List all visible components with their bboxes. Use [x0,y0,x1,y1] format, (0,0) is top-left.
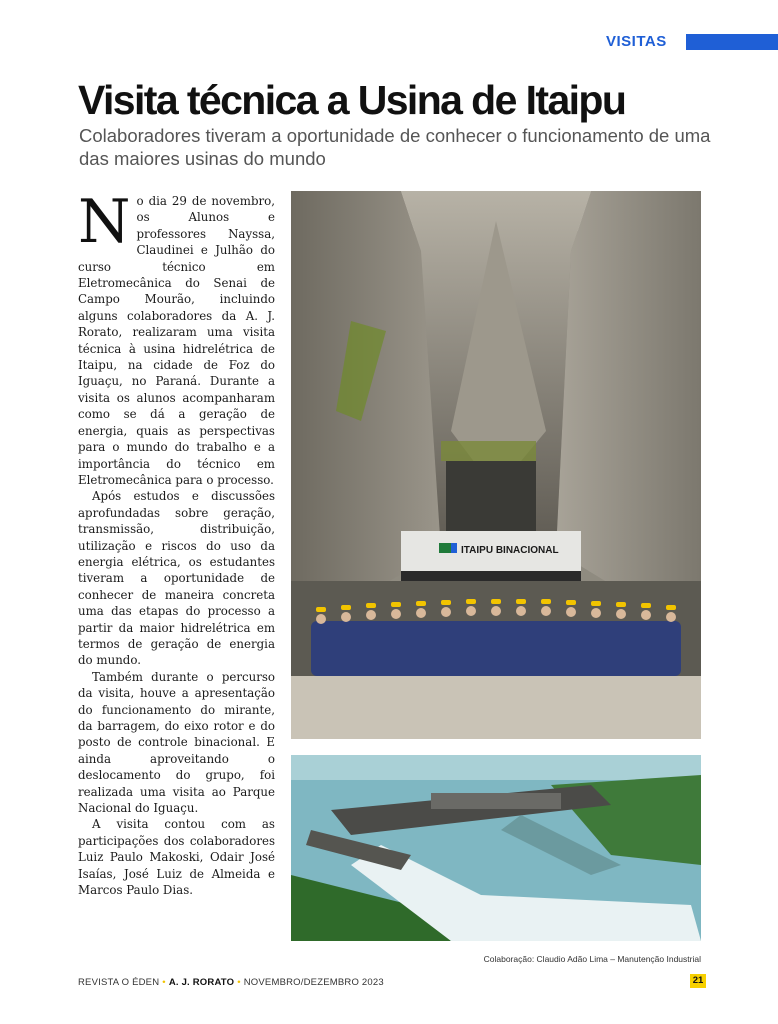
photo-credit: Colaboração: Claudio Adão Lima – Manutenção Industrial [483,954,701,964]
paragraph-3: Também durante o percurso da visita, houve a apresentação do funcionamento do mirante, da barragem, do eixo rotor e do posto de controle binacional. E ainda aproveitando o deslocamento do grupo, foi realizada uma visita ao Parque Nacional do Iguaçu. [78,669,275,816]
footer-separator-2: • [237,977,241,988]
drop-cap: N [78,187,131,257]
aerial-dam-photo [291,755,701,941]
footer-magazine: REVISTA O ÉDEN [78,977,160,988]
footer-issue: NOVEMBRO/DEZEMBRO 2023 [243,977,384,988]
section-bar [686,34,778,50]
paragraph-4: A visita contou com as participações dos colaboradores Luiz Paulo Makoski, Odair José Isaías, José Luiz de Almeida e Marcos Paulo Dias. [78,817,275,898]
article-body [78,187,275,898]
page-footer [78,977,384,988]
dam-illustration [291,191,701,739]
article-title: Visita técnica a Usina de Itaipu [78,77,626,123]
dam-group-photo [291,191,701,739]
article-subtitle: Colaboradores tiveram a oportunidade de conhecer o funcionamento de uma das maiores usinas do mundo [79,125,711,169]
paragraph-2: Após estudos e discussões aprofundadas sobre geração, transmissão, distribuição, utilização e riscos do uso da energia elétrica, os estudantes tiveram a oportunidade de conhecer de maneira concreta uma das etapas do processo a partir da maior hidrelétrica em termos de geração de energia do mundo. [78,489,275,668]
aerial-illustration [291,755,701,941]
footer-separator-1: • [162,977,166,988]
itaipu-sign: ITAIPU BINACIONAL [461,545,559,556]
paragraph-1 [78,187,275,488]
page-number: 21 [690,974,706,988]
footer-company: A. J. RORATO [168,977,235,988]
paragraph-1-text: o dia 29 de novembro, os Alunos e professores Nayssa, Claudinei e Julhão do curso técnico em Eletromecânica do Senai de Campo Mourão, incluindo alguns colaboradores da A. J. Rorato, realizaram uma visita técnica à usina hidrelétrica de Itaipu, na cidade de Foz do Iguaçu, no Paraná. Durante a visita os alunos acompanharam como se dá a geração de energia, quais as perspectivas para o mundo do trabalho e a importância do técnico em Eletromecânica para o processo. [78,194,275,487]
section-tag: VISITAS [606,33,667,50]
